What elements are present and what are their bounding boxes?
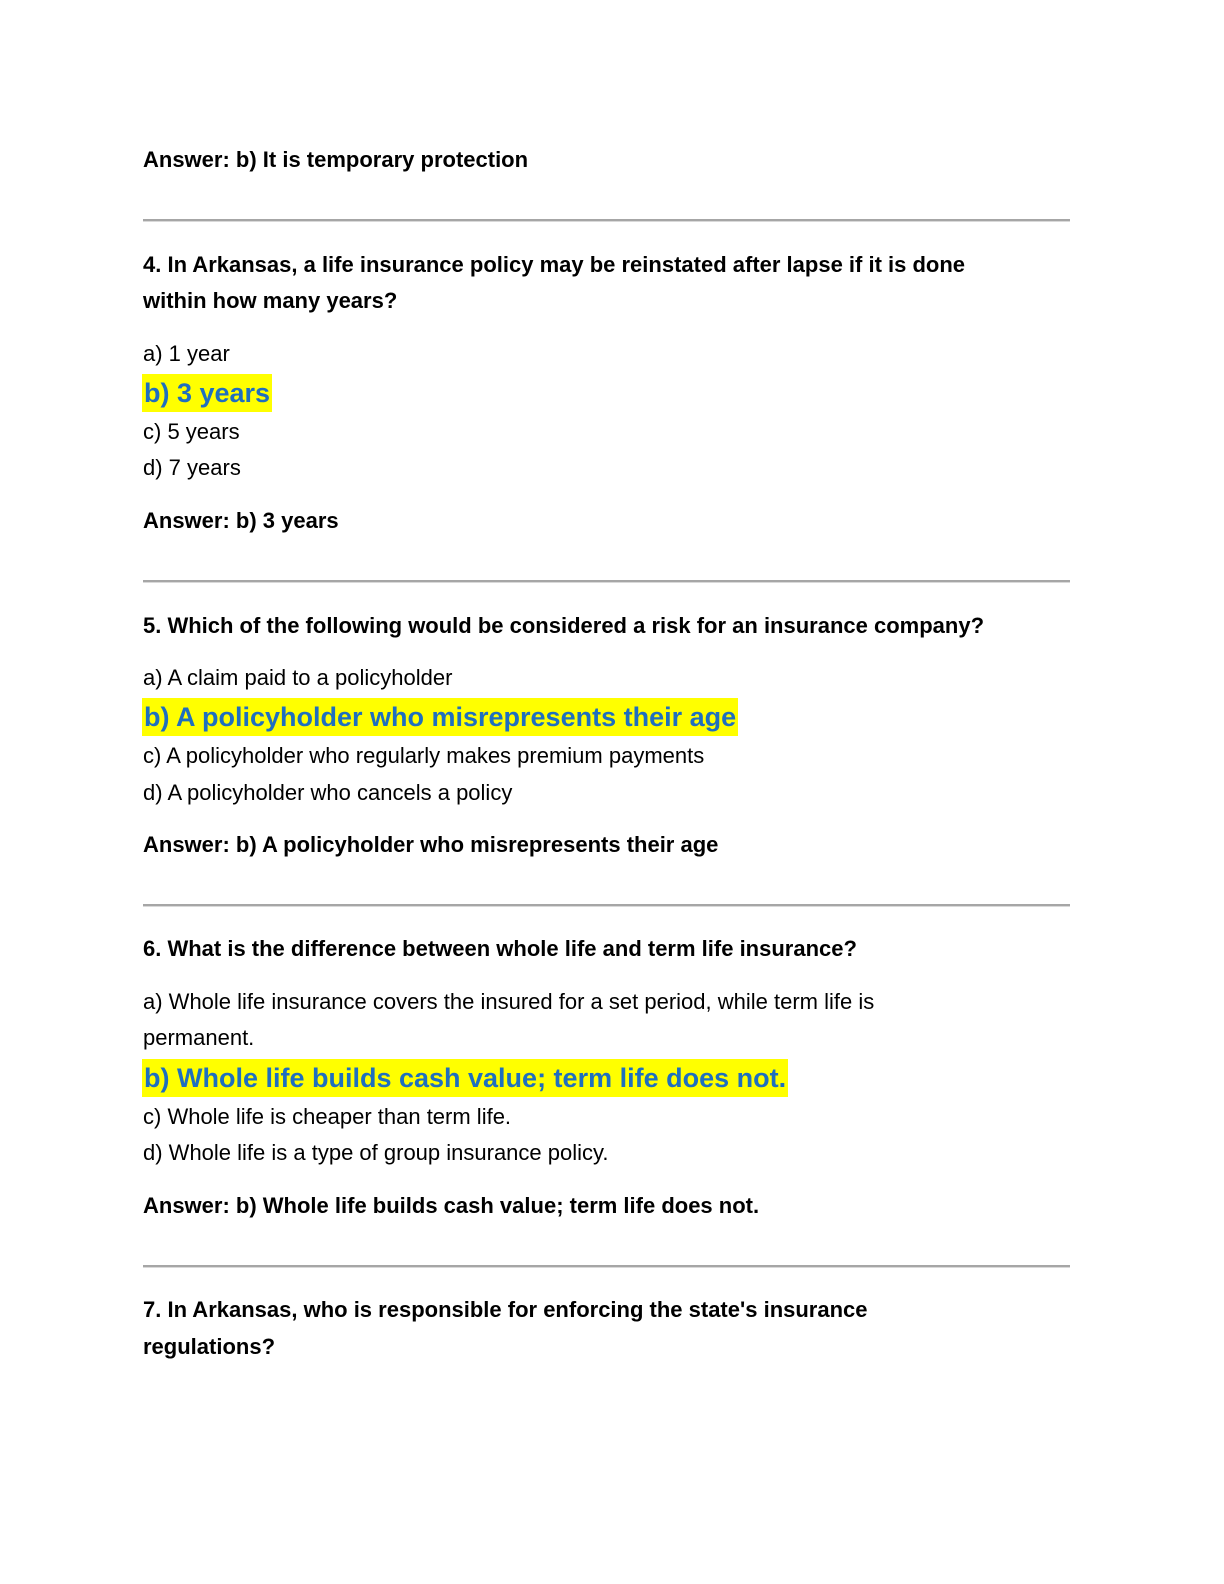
question-5-option-c: c) A policyholder who regularly makes premium payments <box>143 743 705 768</box>
section-divider <box>143 219 1070 222</box>
question-6-option-c: c) Whole life is cheaper than term life. <box>143 1104 512 1129</box>
question-5-option-d: d) A policyholder who cancels a policy <box>143 780 513 805</box>
question-7-text-line2: regulations? <box>143 1334 276 1359</box>
question-5-answer: Answer: b) A policyholder who misrepresents their age <box>143 832 719 857</box>
question-5-text: 5. Which of the following would be considered a risk for an insurance company? <box>143 613 985 638</box>
section-divider <box>143 1265 1070 1268</box>
question-4-text-line1: 4. In Arkansas, a life insurance policy may be reinstated after lapse if it is done <box>143 252 966 277</box>
question-7-text-line1: 7. In Arkansas, who is responsible for enforcing the state's insurance <box>143 1297 868 1322</box>
question-6-option-b-highlighted: b) Whole life builds cash value; term life does not. <box>142 1059 788 1097</box>
question-4-option-a: a) 1 year <box>143 341 230 366</box>
question-5-option-b-highlighted: b) A policyholder who misrepresents their age <box>142 698 738 736</box>
question-5-option-a: a) A claim paid to a policyholder <box>143 665 453 690</box>
section-divider <box>143 904 1070 907</box>
question-6-option-d: d) Whole life is a type of group insurance policy. <box>143 1140 609 1165</box>
previous-answer: Answer: b) It is temporary protection <box>143 147 529 172</box>
question-6-option-a-line2: permanent. <box>143 1025 255 1050</box>
question-6-option-a-line1: a) Whole life insurance covers the insured for a set period, while term life is <box>143 989 875 1014</box>
question-4-answer: Answer: b) 3 years <box>143 508 339 533</box>
section-divider <box>143 580 1070 583</box>
question-4-option-d: d) 7 years <box>143 455 241 480</box>
question-6-text: 6. What is the difference between whole life and term life insurance? <box>143 936 857 961</box>
question-4-option-c: c) 5 years <box>143 419 240 444</box>
question-6-answer: Answer: b) Whole life builds cash value; term life does not. <box>143 1193 760 1218</box>
question-4-option-b-highlighted: b) 3 years <box>142 374 272 412</box>
question-4-text-line2: within how many years? <box>143 288 398 313</box>
